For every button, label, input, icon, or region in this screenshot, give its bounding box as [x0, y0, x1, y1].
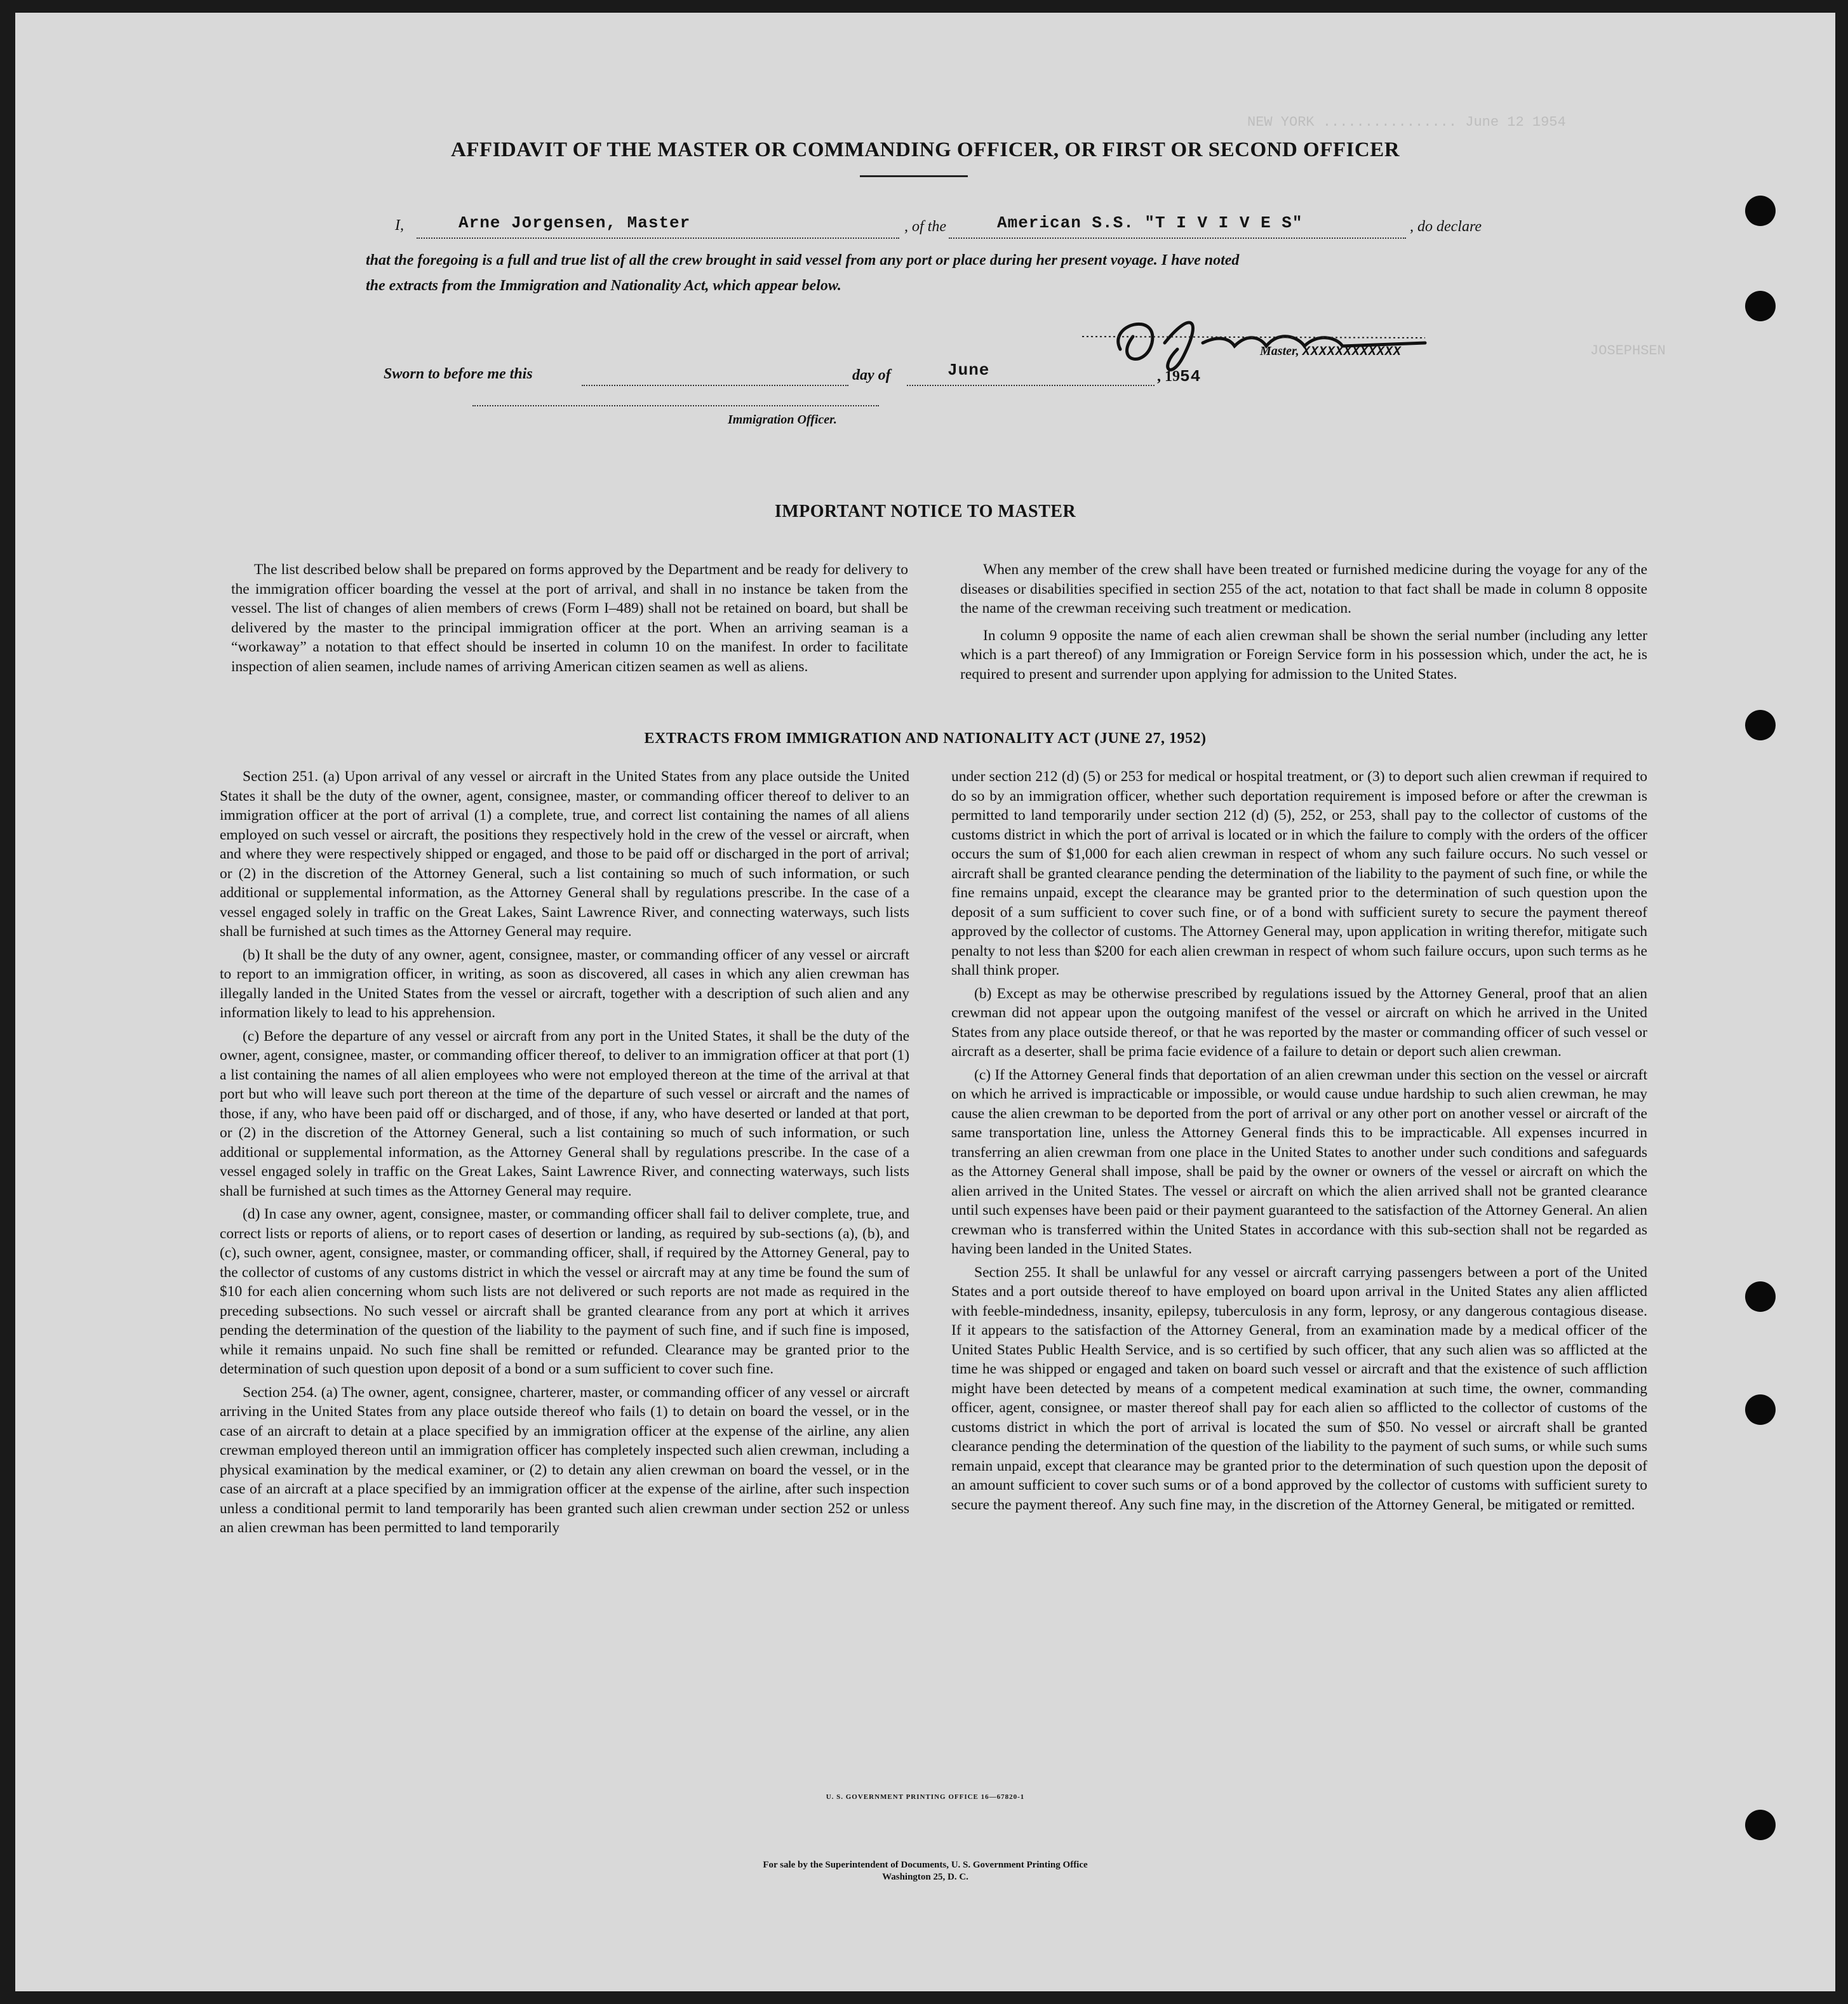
section-254b: (b) Except as may be otherwise prescribed by regulations issued by the Attorney General, proof that an alien crewman did not appear upon the outgoing manifest of the vessel or aircraft on which he arrived in the United States from any place outside thereof, or that he was reported by the master or commanding officer of such vessel or aircraft as a deserter, shall be prima facie evidence of a failure to detain or deport such alien crewman.: [951, 985, 1647, 1060]
sworn-label: Sworn to before me this: [384, 366, 533, 382]
do-declare-label: , do declare: [1410, 218, 1482, 235]
sale-notice: For sale by the Superintendent of Documents, U. S. Government Printing Office Washington 25, D. C.: [763, 1860, 1088, 1882]
vessel-value: American S.S. "T I V I V E S": [997, 213, 1303, 232]
declaration-line-2: the extracts from the Immigration and Nationality Act, which appear below.: [366, 277, 841, 294]
notice-paragraph: When any member of the crew shall have been treated or furnished medicine during the voyage for any of the diseases or disabilities specified in section 255 of the act, notation to that fact shall be made in column 8 opposite the name of the crewman receiving such treatment or medication.: [960, 561, 1647, 617]
punch-hole: [1745, 291, 1776, 321]
master-title-label: [1260, 344, 1402, 359]
bleed-through-mark: JOSEPHSEN: [1590, 343, 1666, 359]
year-value: , 1954: [1157, 367, 1202, 386]
vessel-field: [949, 213, 1406, 239]
day-of-label: day of: [852, 367, 891, 384]
notice-title: IMPORTANT NOTICE TO MASTER: [774, 502, 1076, 521]
notice-paragraph: The list described below shall be prepared on forms approved by the Department and be ready for delivery to the immigration officer boarding the vessel at the port of arrival, and shall in no instance be taken from the vessel. The list of changes of alien members of crews (Form I–489) shall not be retained on board, but shall be delivered by the master to the principal immigration officer at the port. When an arriving seaman is a “workaway” a notation to that effect should be inserted in column 10 on the manifest. In order to facilitate inspection of alien seamen, include names of arriving American citizen seamen as well as aliens.: [231, 561, 908, 675]
punch-hole: [1745, 1281, 1776, 1312]
struck-title: XXXXXXXXXXXX: [1302, 345, 1402, 359]
notice-right-column: [960, 560, 1647, 688]
immigration-officer-line: [472, 399, 879, 406]
notice-paragraph: In column 9 opposite the name of each alien crewman shall be shown the serial number (including any letter which is a part thereof) of any Immigration or Foreign Service form in his possession which, under the act, he is required to present and surrender upon applying for admission to the United States.: [960, 627, 1647, 683]
section-251c: (c) Before the departure of any vessel or aircraft from any port in the United States, it shall be the duty of the owner, agent, consignee, master, or commanding officer thereof, to deliver to an immigration officer at that port (1) a list containing the names of all alien employees who were not employed thereon at the time of the arrival at that port but who will leave such port thereon at the time of the departure of such vessel or aircraft and the names of those, if any, who have been paid off or discharged, and of those, if any, who have deserted or landed at that port, or (2) in the discretion of the Attorney General, such a list containing so much of such information, or such additional or supplemental information, as the Attorney General shall by regulations prescribe. In the case of a vessel engaged solely in traffic on the Great Lakes, Saint Lawrence River, and connecting waterways, such lists shall be furnished at such times as the Attorney General may require.: [220, 1027, 909, 1199]
master-role: Master,: [1260, 344, 1299, 358]
bleed-through-mark: NEW YORK ................ June 12 1954: [1247, 114, 1566, 130]
of-the-label: , of the: [904, 218, 946, 235]
punch-hole: [1745, 1810, 1776, 1840]
declaration-text: [366, 248, 1509, 298]
section-254a-cont: under section 212 (d) (5) or 253 for medical or hospital treatment, or (3) to deport such alien crewman if required to do so by an immigration officer, whether such deportation requirement is imposed before or after the crewman is permitted to land temporarily under section 212 (d) (5), 252, or 253, shall pay to the collector of customs of the customs district in which the port of arrival is located or in which the failure to comply with the orders of the officer occurs the sum of $1,000 for each alien crewman in respect of whom any such failure occurs. No such vessel or aircraft shall be granted clearance pending the determination of the liability to the payment of such fine, or while the fine remains unpaid, except the clearance may be granted prior to the determination of such question upon the deposit of a sum sufficient to cover such fine, or of a bond with sufficient surety to secure the payment thereof approved by the collector of customs. The Attorney General may, upon application in writing therefor, mitigate such penalty to not less than $200 for each alien crewman in respect of whom such failure occurs, upon such terms as he shall think proper.: [951, 768, 1647, 979]
section-251b: (b) It shall be the duty of any owner, agent, consignee, master, or commanding officer of any vessel or aircraft to report to an immigration officer, in writing, as soon as discovered, all cases in which any alien crewman has illegally landed in the United States from the vessel or aircraft, together with a description of such alien and any information likely to lead to his apprehension.: [220, 946, 909, 1021]
sworn-month-value: June: [947, 361, 990, 380]
sworn-month-field: [907, 363, 1155, 386]
sworn-day-field: [582, 363, 848, 386]
master-name-field: [417, 213, 899, 239]
declare-i: I,: [395, 217, 404, 234]
master-name-value: Arne Jorgensen, Master: [459, 213, 691, 232]
section-251d: (d) In case any owner, agent, consignee, master, or commanding officer shall fail to deliver complete, true, and correct lists or reports of aliens, or to report cases of desertion or landing, as required by sub-sections (a), (b), and (c), such owner, agent, consignee, master, or commanding officer, shall, if required by the Attorney General, pay to the collector of customs of any customs district in which the vessel or aircraft may at any time be found the sum of $10 for each alien concerning whom such lists are not delivered or such reports are not made as required in the preceding subsections. No such vessel or aircraft shall be granted clearance from any port at which it arrives pending the determination of the question of the liability to the payment of such fine, and if such fine is imposed, while it remains unpaid. No such fine shall be remitted or refunded. Clearance may be granted prior to the determination of such question upon deposit of a bond or a sum sufficient to cover such fine.: [220, 1206, 909, 1377]
punch-hole: [1745, 1394, 1776, 1425]
extracts-left-column: [220, 767, 909, 1542]
section-251a: Section 251. (a) Upon arrival of any vessel or aircraft in the United States from any place outside the United States it shall be the duty of the owner, agent, consignee, master, or commanding officer thereof to deliver to an immigration officer at the port of arrival (1) a complete, true, and correct list containing the names of all aliens employed on such vessel or aircraft, the positions they respectively hold in the crew of the vessel or aircraft, when and where they were respectively shipped or engaged, and those to be paid off or discharged in the port of arrival; or (2) in the discretion of the Attorney General, such a list containing so much of such information, or such additional or supplemental information, as the Attorney General shall by regulations prescribe. In the case of a vessel engaged solely in traffic on the Great Lakes, Saint Lawrence River, and connecting waterways, such lists shall be furnished at such times as the Attorney General may require.: [220, 768, 909, 940]
extracts-right-column: [951, 767, 1647, 1518]
extracts-title: EXTRACTS FROM IMMIGRATION AND NATIONALITY ACT (JUNE 27, 1952): [644, 730, 1207, 747]
affidavit-title: AFFIDAVIT OF THE MASTER OR COMMANDING OFFICER, OR FIRST OR SECOND OFFICER: [450, 138, 1400, 161]
divider: [860, 175, 968, 177]
immigration-officer-label: Immigration Officer.: [728, 413, 837, 427]
declaration-line-1: that the foregoing is a full and true list of all the crew brought in said vessel from any port or place during her present voyage. I have noted: [366, 252, 1240, 269]
printing-office-mark: U. S. GOVERNMENT PRINTING OFFICE 16—67820-1: [826, 1793, 1025, 1801]
section-254a: Section 254. (a) The owner, agent, consignee, charterer, master, or commanding officer of any vessel or aircraft arriving in the United States from any place outside thereof who fails (1) to detain on board the vessel, or in the case of an aircraft to detain at a place specified by an immigration officer at the expense of the airline, any alien crewman employed thereon until an immigration officer has completely inspected such alien crewman, including a physical examination by the medical examiner, or (2) to detain any alien crewman on board the vessel, or in the case of an aircraft at a place specified by an immigration officer at the expense of the airline, after such inspection unless a conditional permit to land temporarily has been granted such alien crewman under section 252 or unless an alien crewman has been permitted to land temporarily: [220, 1384, 909, 1536]
punch-hole: [1745, 196, 1776, 226]
section-255: Section 255. It shall be unlawful for any vessel or aircraft carrying passengers between a port of the United States and a port outside thereof to have employed on board upon arrival in the United States any alien afflicted with feeble-mindedness, insanity, epilepsy, tuberculosis in any form, leprosy, or any dangerous contagious disease. If it appears to the satisfaction of the Attorney General, from an examination made by a medical officer of the United States Public Health Service, and is so certified by such officer, that any such alien was so afflicted at the time he was shipped or engaged and taken on board such vessel or aircraft and that the existence of such affliction might have been detected by means of a competent medical examination at such time, the owner, commanding officer, agent, consignee, or master thereof shall pay for each alien so afflicted to the collector of customs of the customs district in which the port of arrival is located the sum of $50. No vessel or aircraft shall be granted clearance pending the determination of the question of the liability to the payment of such sums, or while such sums remain unpaid, except that clearance may be granted prior to the determination of such question upon the deposit of an amount sufficient to cover such sums or of a bond approved by the collector of customs with sufficient surety to secure the payment thereof. Any such fine may, in the discretion of the Attorney General, be mitigated or remitted.: [951, 1264, 1647, 1513]
punch-hole: [1745, 710, 1776, 740]
section-254c: (c) If the Attorney General finds that deportation of an alien crewman under this section on the vessel or aircraft on which he arrived is impracticable or impossible, or would cause undue hardship to such alien crewman, he may cause the alien crewman to be deported from the port of arrival or any other port on another vessel or aircraft of the same transportation line, unless the Attorney General finds this to be impracticable. All expenses incurred in transferring an alien crewman from one place in the United States to another under such conditions and safeguards as the Attorney General shall impose, shall be paid by the owner or owners of the vessel or aircraft on which the alien arrived in the United States. The vessel or aircraft on which the alien arrived shall not be granted clearance until such expenses have been paid or their payment guaranteed to the satisfaction of the Attorney General. An alien crewman who is transferred within the United States in accordance with this sub-section shall not be regarded as having been landed in the United States.: [951, 1066, 1647, 1257]
notice-left-column: [231, 560, 908, 680]
document-page: [15, 13, 1835, 1991]
